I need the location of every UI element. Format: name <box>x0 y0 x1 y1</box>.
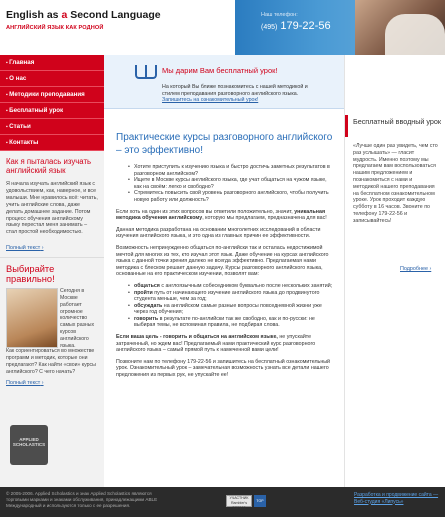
p1-start: Если хоть на один из этих вопросов вы ответили положительно, значит, <box>116 208 295 215</box>
rambler-counter-badge[interactable]: УЧАСТНИК Rambler's TOP100 <box>226 495 252 507</box>
footer-copyright: © 2005-2006. Applied Scholastics и знак Applied Scholastics являются торговыми марками и знаками обслуживания, принадлежащими ABLE Международный и используются только с ее разрешения. <box>6 491 158 508</box>
left-promo2-link[interactable]: Полный текст › <box>6 380 44 386</box>
article-paragraph: Данная методика разработана на основании многолетних исследований в области изучения английского языка, и это одна из главных причин ее эффективности. <box>116 226 321 240</box>
p1-bold: уникальная методика обучения английскому <box>116 208 326 222</box>
list-item <box>128 316 334 329</box>
free-lesson-text <box>162 84 322 104</box>
site-header <box>0 0 445 55</box>
list-item-text: в результате по-английски так же свободно, как и по-русски: не выбирая темы, не вспоминая правила, не подбирая слова. <box>134 315 315 329</box>
list-item: • Ищете в Москве курсы английского языка, где учат общаться на чужом языке, как на своём: легко и свободно? <box>128 177 334 190</box>
right-promo-title: Бесплатный вводный урок <box>353 117 442 126</box>
article-paragraph <box>116 209 334 222</box>
list-item-text: на английском самые разные вопросы повседневной жизни уже через год обучения; <box>134 302 322 316</box>
student-photo <box>6 288 58 348</box>
site-logo[interactable] <box>6 9 161 21</box>
list-item-bold: говорить <box>134 315 159 322</box>
nav-item-methods[interactable]: ▪ Методики преподавания <box>0 87 104 103</box>
right-promo-link[interactable]: Подробнее › <box>400 266 431 272</box>
right-sidebar <box>344 55 445 487</box>
left-promo-story <box>0 151 104 258</box>
main-nav <box>0 55 104 151</box>
logo-suffix: Second Language <box>67 9 161 21</box>
phone-code: (495) <box>261 24 278 31</box>
nav-item-articles[interactable]: ▪ Статьи <box>0 119 104 135</box>
article-paragraph <box>116 334 334 354</box>
nav-item-free-lesson[interactable]: ▪ Бесплатный урок <box>0 103 104 119</box>
article-paragraph: Позвоните нам по телефону 179-22-56 и запишитесь на бесплатный ознакомительный урок. Ознакомительный урок – замечательная возможность узнать все детали нашего предложения из первых рук, не упускайте ее! <box>116 358 331 379</box>
benefits-list <box>128 283 334 329</box>
free-lesson-desc: На который Вы ближе познакомитесь с нашей методикой и стилем преподавания разговорного английского языка. <box>162 84 308 97</box>
left-promo2-text-side: Сегодня в Москве работает огромное количество самых разных курсов английского языка. <box>60 288 95 349</box>
list-item: • Стремитесь повысить свой уровень разговорного английского, чтобы получить новую работу или должность? <box>128 190 334 203</box>
free-lesson-banner <box>104 55 344 109</box>
site-tagline: АНГЛИЙСКИЙ ЯЗЫК КАК РОДНОЙ <box>6 25 104 31</box>
applied-scholastics-logo: APPLIED SCHOLASTICS <box>10 425 48 465</box>
right-promo-text: «Лучше один раз увидеть, чем сто раз услышать» — гласит мудрость. Именно поэтому мы предлагаем вам воспользоваться нашим предложением и познакомиться с нами и методикой нашего преподавания на бесплатном ознакомительном уроке. Урок проходит каждую субботу в 16 часов. Звоните по телефону 179-22-56 и записывайтесь! <box>353 143 438 224</box>
top-counter-badge[interactable]: TOP <box>254 495 266 507</box>
left-promo2-text-below: Как сориентироваться во множестве программ и методик, которые они предлагают? Как найти «свои» курсы английского? С чего начать? <box>6 348 96 375</box>
article-title: Практические курсы разговорного английского – это эффективно! <box>116 132 333 156</box>
free-lesson-title: Мы дарим Вам бесплатный урок! <box>162 66 278 75</box>
logo-a: a <box>61 9 68 21</box>
main-content <box>104 55 344 487</box>
question-list <box>128 164 334 204</box>
left-promo-text: Я начала изучать английский язык с удовольствием, как, наверное, и все малыши. Мне нравилось всё: читать, учить английские слова, даже делать домашнее задание. Потом процесс обучения английскому языку перестал меня занимать – стал простой необходимостью. <box>6 181 98 236</box>
left-promo-title: Как я пыталась изучать английский язык <box>6 157 92 175</box>
nav-item-contacts[interactable]: ▪ Контакты <box>0 135 104 151</box>
list-item <box>128 303 334 316</box>
phone-number <box>261 20 331 32</box>
site-footer <box>0 487 445 517</box>
left-sidebar <box>0 55 104 487</box>
article-paragraph: Возможность непринужденно общаться по-английски так и осталась недостижимой мечтой для многих из тех, кто изучал этот язык. Даже обучение на курсах английского языка с данной точки зрения далеко не всегда эффективно. Предлагаемая нами методика с блеском решает данную задачу. Курсы разговорного английского языка, основанные на его практическом изучении, позволят вам: <box>116 244 329 278</box>
list-item-bold: пройти <box>134 289 153 296</box>
free-lesson-link[interactable]: Запишитесь на ознакомительный урок! <box>162 97 259 104</box>
header-photo-figure <box>385 14 445 55</box>
phone-digits: 179-22-56 <box>280 20 331 32</box>
left-promo2-title: Выбирайте правильно! <box>6 264 55 285</box>
list-item-bold: обсуждать <box>134 302 163 309</box>
list-item-text: с англоязычным собеседником буквально после нескольких занятий; <box>159 282 333 289</box>
footer-credit-link[interactable]: Разработка и продвижение сайта — Веб-студия «Липусь» <box>354 492 439 505</box>
p4-bold: Если ваша цель - говорить и общаться на английском языке, <box>116 334 278 341</box>
article <box>116 132 334 384</box>
nav-item-about[interactable]: ▪ О нас <box>0 71 104 87</box>
list-item <box>128 290 334 303</box>
list-item <box>128 283 334 290</box>
list-item-bold: общаться <box>134 282 160 289</box>
list-item-text: путь от начинающего изучение английского языка до продвинутого студента меньше, чем за год; <box>134 289 320 303</box>
nav-item-home[interactable]: ▪ Главная <box>0 55 104 71</box>
p4-end: не упускайте затраченный, но ждем вас! Предлагаемый нами практический курс разговорного английского языка – самый прямой путь к намеченной вами цели! <box>116 334 316 354</box>
list-item: • Хотите приступить к изучению языка и быстро достичь заметных результатов в разговорном английском? <box>128 164 334 177</box>
logo-prefix: English as <box>6 9 62 21</box>
phone-label: Наш телефон: <box>261 12 298 18</box>
left-promo-link[interactable]: Полный текст › <box>6 245 98 251</box>
p1-end: , которую мы предлагаем, предназначена для вас! <box>202 215 327 222</box>
open-book-icon <box>135 65 157 79</box>
